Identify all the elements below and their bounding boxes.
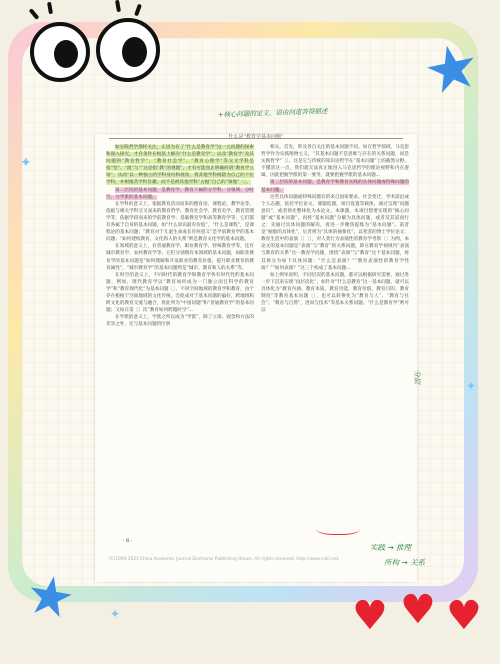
copyright-footer: (C)1994-2023 China Academic Journal Electronic Publishing House. All rights reserved. http://www.cnki.net [109, 557, 339, 562]
running-head: 什么是“教育学基本问题” [228, 134, 284, 140]
paragraph: 在时空的意义上，不同时代的教育学和教育学各有时代性的基本问题，例如，现代教育学以“教育如何成为一门独立而且科学的教育学”和“教育现代化”为基本问题〔〕，不同空间地域的教育学和教育，由于存在根植于空间地域的文化传统，会促成对于基本问题的偏好，跨地域和跨文化的教育交流与融合，将此列为“中国问题”和“普通教育学”的基本问题；又如在第〔〕次“教育如何跨越时空”... [106, 272, 254, 314]
paragraph-heading: 第二层次的基本问题，是教育学、教育下属的分学科、分领域、分时空、分学派的基本问题。 [106, 187, 254, 200]
paper-page [95, 134, 417, 582]
right-column [261, 144, 409, 549]
paragraph: 这些具体问题或特殊问题有的来自国家要求、社会变迁，学术前沿或个人志趣，依托学位论文，课题选题，项目设置等载体，通过呈现“问题意识”，或者预先整体化为本论文、本课题，本项目想要实现的“核心问题”或“基本问题”。再将“基本问题”分解为具体问题，或者反其道而行之：先通过具体问题的解决，再进一步聚焦提炼为“基本问题”。前者是“抽象的具体化”，后者则为“具体的抽象化”。以笔者的博士学位论文：教育生活中的表演〔〕〔〕，对人类行为表演性的教育学考察〔〕为例，本论文的基本问题是“表演”与“教育”的关系问题，即在教育学视域内“表演与教育的关系”这一教育学问题，围绕“表演”与“教育”这个基本问题，将其拆分为如下具体问题：“什么是表演？”“教育表演性的教育学性质？”“如何表演？”这三个构成了基本问题... [261, 194, 409, 271]
handwritten-note-top: +核心问题的定义，语由问道答得描述 [217, 107, 328, 119]
eyelash-icon [115, 0, 121, 12]
sparkle-icon: ✦ [110, 607, 121, 621]
sparkle-icon: ✦ [466, 379, 477, 393]
paragraph: 如上例举说明，不同层次的基本问题，都可以根据研究需要，通过进一步下沉来实现“再层次化”，如针对“什么是教育”这一基本问题，就可以具体化为“教育内涵、教育本质、教育功能、教育价值、教育目的、教育制度”等教育基本问题〔〕，也可以转换化为“教育与人”、“教育与社会”、“教育与自然”，进而与技术“等基本关系问题。“什么是教育学”则可以 [261, 272, 409, 314]
paragraph-heading: 第三层次的基本问题，是教育学和教育实践的具体问题或特殊问题的基本问题。 [261, 180, 409, 193]
star-icon: ★ [416, 27, 487, 110]
star-icon: ★ [20, 561, 80, 632]
paragraph: 相关。首先，涉及各自关注的基本问题不同。如在哲学领域，马克思哲学作为实践唯物主义，“其基本问题不是思维与存在的关系问题，而是实践哲学”〔〕，这是它与传统的知识论哲学在“基本问题”上的截然分野。不懂清这一点，我们就无法真正地进入马克思哲学的理论视野和内在逻辑，因此把握学派的第一要务，就要把握学派的基本问题... [261, 145, 409, 179]
sparkle-icon: ✦ [20, 155, 32, 171]
eyelash-icon [47, 2, 53, 15]
page-number: · 6 · [123, 538, 133, 544]
heart-icon: ♥ [400, 587, 436, 633]
handwritten-note-bottom-1: 实践 → 推理 [370, 543, 412, 552]
paragraph: 在学派的意义上，学派之所以成为“学派”，除了立场、观念和方法的差异之外，还与基本问题的区别 [106, 315, 254, 328]
eyelash-icon [29, 8, 40, 20]
red-pen-mark [316, 520, 360, 535]
left-column [106, 144, 254, 549]
eyelash-icon [134, 4, 142, 17]
paragraph: 在领域的意义上，有普通教育学、职业教育学、特殊教育学等，还有城市教育学、农村教育学等，它们分别拥有本领域的基本问题，如职业教育学的基本问题是“如何理解和开发职业的教育价值，提升职业教育的教育属性”，“城市教育学”的基本问题则是“城市、教育和人的关系”等。 [106, 244, 254, 271]
handwritten-note-side: 分层 [413, 370, 421, 384]
handwritten-note-bottom-2: 所构 → 关系 [384, 558, 426, 567]
paragraph: 如实践哲学那样关注，正因为有了“什么是教育学”这一元问题的探索和深入探究，才有条件在根基上解决“什么是教育学”、以及“教育学”及其问题的“教育哲学”、“教育社会学”、“教育心理学”等交叉学科是指“型”、“流”与“”这是指“教”的难题”，才有可能真正明确何谓“教育学立场”，从而“以一种独立的学科身份和视角，将其他学科统辖为自己的下位学科，并根植其学科旨趣，而不是被其他学科“占据”自己的“领地”〔〕。 [106, 145, 254, 186]
heart-icon: ♥ [446, 593, 482, 639]
paragraph: 在学科的意义上，依据教育活动而来的德育论、课程论、教学论等，依据与相关学科交叉而来的教育哲学、教育社会学、教育史学、教育管理学等，依据学段而来的学前教育学、基础教育学和高等教育学等，它们都有各属于自身的基本问题，如“什么知识最有价值”、“什么是课程”，是课程论的基本问题；“教育对于儿童生命成长有何意义”是学前教育学的基本问题；“如何建构教育、文化和人的关系”则是教育文化学的基本问题。 [106, 201, 254, 243]
left-eye-icon [30, 22, 90, 82]
right-eye-icon [96, 18, 160, 82]
heart-icon: ♥ [352, 593, 388, 639]
